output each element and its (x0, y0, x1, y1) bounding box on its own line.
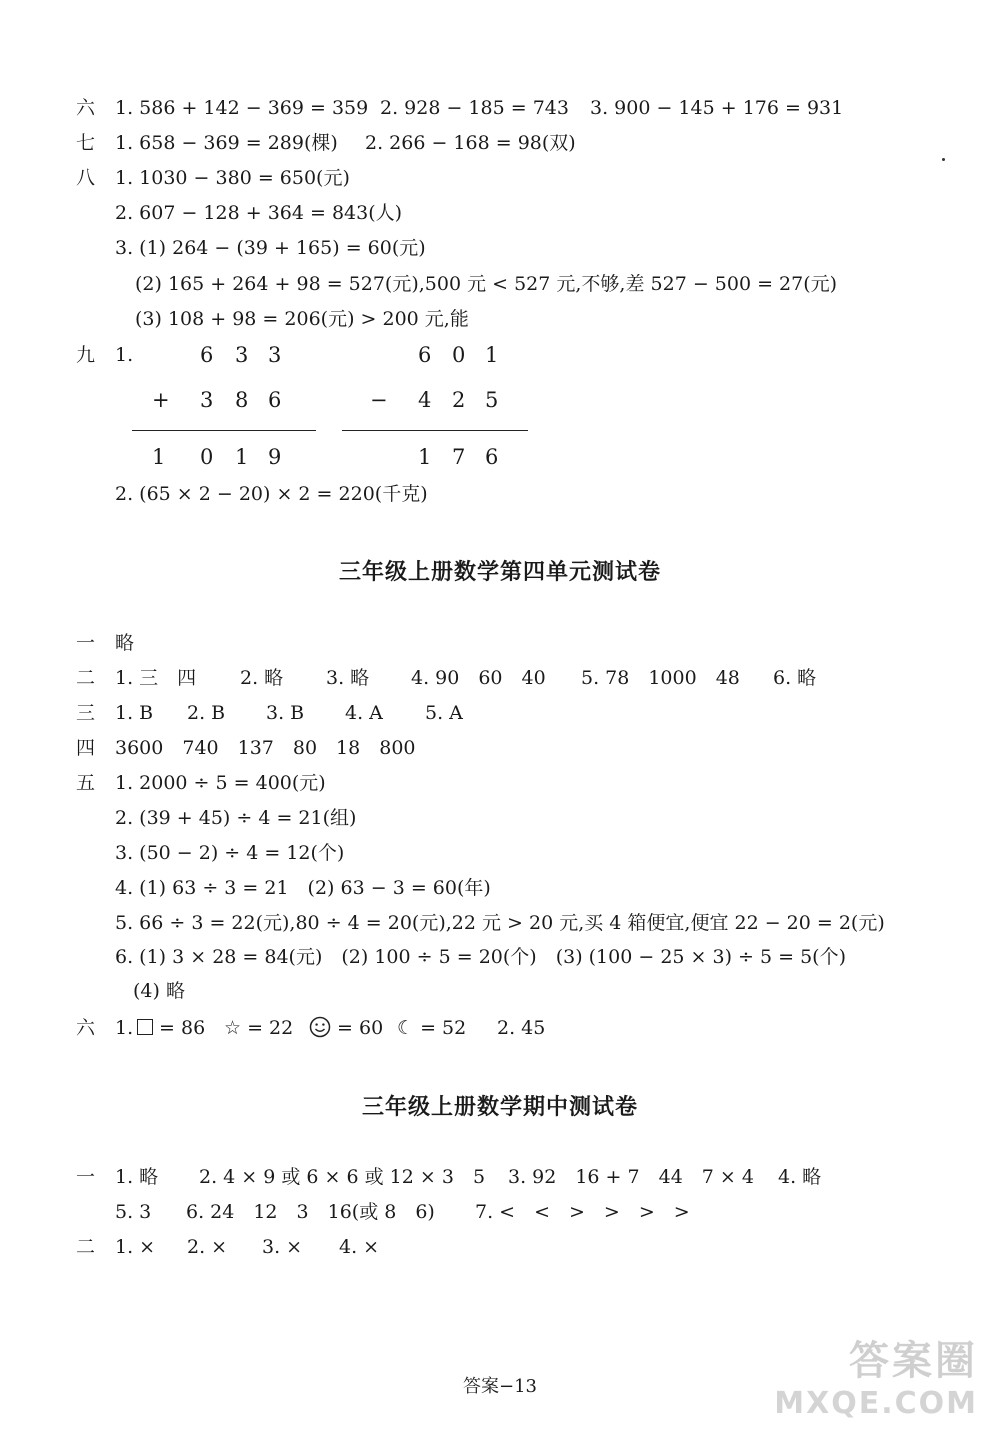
section-label: 一 (76, 1166, 96, 1188)
answer-text: 2. (39 + 45) ÷ 4 = 21(组) (115, 807, 357, 829)
answer-text: 6. (1) 3 × 28 = 84(元) (2) 100 ÷ 5 = 20(个) (3) (100 − 25 × 3) ÷ 5 = 5(个) (115, 946, 846, 968)
answer-text: 2. 略 (240, 667, 284, 689)
smiley-face-icon (309, 1016, 331, 1038)
section-label: 五 (76, 772, 96, 794)
digit: 3 (235, 343, 249, 367)
answer-text: = 60 (337, 1017, 384, 1039)
operator: + (152, 388, 170, 412)
answer-text: 5. 66 ÷ 3 = 22(元),80 ÷ 4 = 20(元),22 元 > 20 元,买 4 箱便宜,便宜 22 − 20 = 2(元) (115, 912, 885, 934)
answer-text: 2. 266 − 168 = 98(双) (365, 132, 576, 154)
answer-text: 6. 24 12 3 16(或 8 6) (186, 1201, 435, 1223)
answer-text: 4. 略 (778, 1166, 822, 1188)
answer-text: 1. × (115, 1236, 156, 1258)
answer-text: 2. × (187, 1236, 228, 1258)
moon-equation (397, 1016, 466, 1040)
answer-text: 4. (1) 63 ÷ 3 = 21 (2) 63 − 3 = 60(年) (115, 877, 491, 899)
answer-text: 3. B (266, 702, 305, 724)
page-number: 答案−13 (463, 1376, 537, 1397)
answer-text: 3600 740 137 80 18 800 (115, 737, 416, 759)
answer-text: 1. 2000 ÷ 5 = 400(元) (115, 772, 326, 794)
digit: 6 (200, 343, 214, 367)
digit: 4 (418, 388, 432, 412)
answer-text: 3. 900 − 145 + 176 = 931 (590, 97, 844, 119)
section-title: 三年级上册数学第四单元测试卷 (338, 560, 661, 585)
section-label: 二 (76, 1236, 96, 1258)
section-title: 三年级上册数学期中测试卷 (361, 1095, 638, 1120)
square-equation (137, 1016, 205, 1040)
digit: 1 (235, 445, 249, 469)
star-icon: ☆ (224, 1017, 242, 1039)
answer-text: 3. 92 16 + 7 44 7 × 4 (508, 1166, 754, 1188)
answer-text: 1. 586 + 142 − 369 = 359 (115, 97, 369, 119)
answer-text: 6. 略 (773, 667, 817, 689)
answer-text: 1. B (115, 702, 154, 724)
operator: − (370, 388, 388, 412)
section-label: 八 (76, 167, 96, 189)
answer-text: 2. 4 × 9 或 6 × 6 或 12 × 3 5 (199, 1166, 486, 1188)
answer-text: = 22 (247, 1017, 294, 1039)
answer-text: 3. × (262, 1236, 303, 1258)
answer-text: (3) 108 + 98 = 206(元) > 200 元,能 (135, 308, 469, 330)
digit: 1 (485, 343, 499, 367)
answer-text: 2. (65 × 2 − 20) × 2 = 220(千克) (115, 483, 428, 505)
answer-text: 4. × (339, 1236, 380, 1258)
digit: 1 (152, 445, 166, 469)
answer-text: 1. (115, 1017, 134, 1039)
answer-text: 2. 607 − 128 + 364 = 843(人) (115, 202, 403, 224)
answer-text: 1. 三 四 (115, 667, 197, 689)
digit: 6 (485, 445, 499, 469)
answer-text: = 86 (159, 1017, 206, 1039)
section-label: 四 (76, 737, 96, 759)
answer-text: 5. 78 1000 48 (581, 667, 740, 689)
digit: 0 (452, 343, 466, 367)
digit: 2 (452, 388, 466, 412)
answer-text: 1. (115, 344, 134, 366)
section-label: 六 (76, 1017, 96, 1039)
answer-text: 3. 略 (326, 667, 370, 689)
watermark-logo (774, 1329, 978, 1421)
section-label: 一 (76, 632, 96, 654)
digit: 1 (418, 445, 432, 469)
digit: 6 (418, 343, 432, 367)
moon-icon: ☾ (397, 1017, 415, 1039)
difference-line (342, 430, 528, 431)
digit: 9 (268, 445, 282, 469)
answer-text: 2. B (187, 702, 226, 724)
stray-dot (942, 158, 945, 161)
answer-text: 5. A (425, 702, 463, 724)
answer-text: 4. A (345, 702, 383, 724)
digit: 8 (235, 388, 249, 412)
answer-text: 4. 90 60 40 (411, 667, 546, 689)
digit: 3 (268, 343, 282, 367)
section-label: 二 (76, 667, 96, 689)
answer-text: (2) 165 + 264 + 98 = 527(元),500 元 < 527 元,不够,差 527 − 500 = 27(元) (135, 273, 838, 295)
watermark-text: 答案圈 (849, 1338, 978, 1384)
digit: 6 (268, 388, 282, 412)
answer-text: 3. (50 − 2) ÷ 4 = 12(个) (115, 842, 345, 864)
answer-text: 略 (115, 632, 135, 654)
digit: 5 (485, 388, 499, 412)
answer-text: 2. 45 (497, 1017, 546, 1039)
sum-line (132, 430, 316, 431)
square-icon (137, 1019, 153, 1035)
answer-text: 1. 略 (115, 1166, 159, 1188)
section-label: 三 (76, 702, 96, 724)
answer-text: 5. 3 (115, 1201, 152, 1223)
section-label: 九 (76, 344, 96, 366)
answer-text: (4) 略 (133, 980, 185, 1002)
digit: 3 (200, 388, 214, 412)
star-equation (224, 1016, 293, 1040)
section-label: 六 (76, 97, 96, 119)
smile-equation (309, 1016, 383, 1040)
watermark-url: MXQE.COM (774, 1386, 978, 1421)
answer-text: 2. 928 − 185 = 743 (380, 97, 569, 119)
answer-text: 1. 1030 − 380 = 650(元) (115, 167, 350, 189)
answer-text: = 52 (420, 1017, 467, 1039)
digit: 7 (452, 445, 466, 469)
answer-text: 3. (1) 264 − (39 + 165) = 60(元) (115, 237, 426, 259)
digit: 0 (200, 445, 214, 469)
answer-text: 1. 658 − 369 = 289(棵) (115, 132, 338, 154)
answer-text: 7. < < > > > > (475, 1201, 690, 1223)
section-label: 七 (76, 132, 96, 154)
